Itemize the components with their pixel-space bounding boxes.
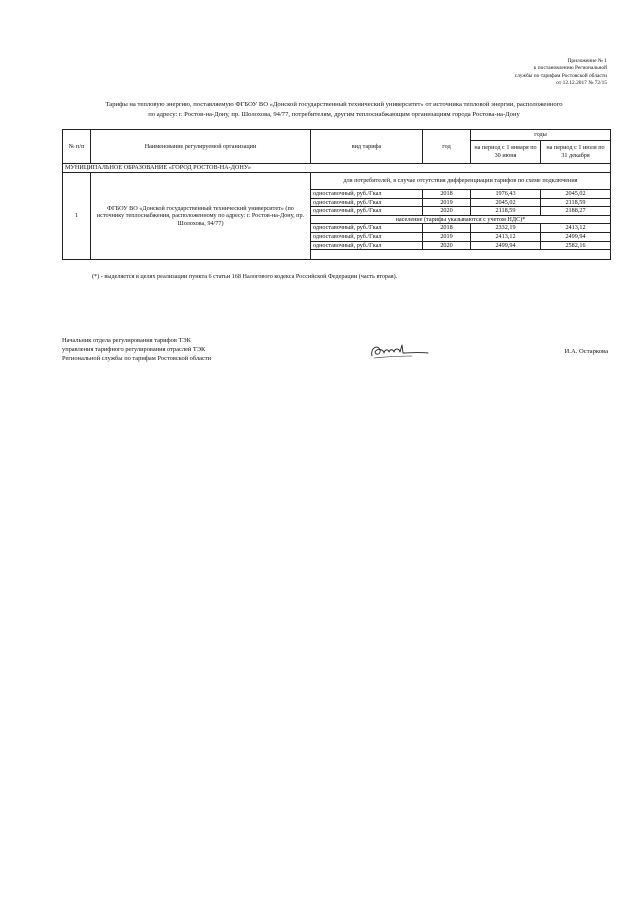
tariff-type-cell: одноставочный, руб./Гкал: [311, 190, 423, 199]
period-2-value: 2118,59: [541, 198, 611, 207]
tariff-type-cell: одноставочный, руб./Гкал: [311, 232, 423, 241]
annex-header: [515, 58, 607, 88]
period-1-value: 2499,94: [471, 241, 541, 250]
header-tariff-type: вид тарифа: [311, 130, 423, 164]
handwritten-signature-icon: [368, 340, 430, 367]
year-cell: 2020: [423, 241, 471, 250]
period-1-value: 1976,43: [471, 190, 541, 199]
organization-name: ФГБОУ ВО «Донской государственный технический университет» (по источнику теплоснабжения, расположенному по адресу: г. Ростов-на-Дону, пр. Шолохова, 94/77): [91, 173, 311, 260]
tariff-type-cell: одноставочный, руб./Гкал: [311, 224, 423, 233]
period-2-value: 2045,02: [541, 190, 611, 199]
period-1-value: 2413,12: [471, 232, 541, 241]
table-spacer-cell: [311, 250, 611, 260]
header-periods: годы: [471, 130, 611, 141]
section-consumers: для потребителей, в случае отсутствия дифференциации тарифов по схеме подключения: [311, 173, 611, 190]
signature-position-line: Региональной службы по тарифам Ростовской области: [62, 355, 212, 362]
period-2-value: 2499,94: [541, 232, 611, 241]
annex-line: службы по тарифам Ростовской области: [514, 72, 607, 79]
header-org: Наименование регулируемой организации: [91, 130, 311, 164]
tariff-type-cell: одноставочный, руб./Гкал: [311, 241, 423, 250]
year-cell: 2019: [423, 198, 471, 207]
year-cell: 2018: [423, 190, 471, 199]
title-line: по адресу: г. Ростов-на-Дону, пр. Шолохова, 94/77, потребителям, другим теплоснабжающим организациям города Ростова-на-Дону: [148, 111, 520, 118]
tariff-type-cell: одноставочный, руб./Гкал: [311, 198, 423, 207]
section-population: население (тарифы указываются с учетом НДС)*: [311, 215, 611, 224]
header-period-1: на период с 1 января по 30 июня: [471, 141, 541, 164]
period-2-value: 2582,16: [541, 241, 611, 250]
header-period-2: на период с 1 июля по 31 декабря: [541, 141, 611, 164]
header-num: № п/п: [63, 130, 91, 164]
signer-name: И.А. Остаркова: [564, 348, 608, 355]
footnote: (*) - выделяется в целях реализации пункта 6 статьи 168 Налогового кодекса Российской Федерации (часть вторая).: [92, 273, 398, 280]
title-line: Тарифы на тепловую энергию, поставляемую ФГБОУ ВО «Донской государственный технический университет» от источника тепловой энергии, расположенного: [105, 101, 563, 108]
signature-block: [62, 336, 211, 363]
annex-line: Приложение № 1: [567, 58, 607, 64]
year-cell: 2019: [423, 232, 471, 241]
period-2-value: 2188,27: [541, 207, 611, 216]
period-1-value: 2332,19: [471, 224, 541, 233]
tariff-table: [62, 129, 611, 260]
period-1-value: 2045,02: [471, 198, 541, 207]
annex-line: от 12.12.2017 № 72/15: [556, 80, 607, 87]
tariff-type-cell: одноставочный, руб./Гкал: [311, 207, 423, 216]
period-1-value: 2118,59: [471, 207, 541, 216]
period-2-value: 2413,12: [541, 224, 611, 233]
annex-line: к постановлению Региональной: [533, 65, 607, 72]
municipality-row: МУНИЦИПАЛЬНОЕ ОБРАЗОВАНИЕ «ГОРОД РОСТОВ-НА-ДОНУ»: [63, 164, 611, 173]
header-year: год: [423, 130, 471, 164]
signature-position-line: Начальник отдела регулирования тарифов ТЭК: [62, 337, 191, 344]
year-cell: 2020: [423, 207, 471, 216]
signature-position-line: управления тарифного регулирования отраслей ТЭК: [62, 346, 206, 353]
row-number: 1: [63, 173, 91, 260]
document-title: [60, 100, 608, 120]
year-cell: 2018: [423, 224, 471, 233]
